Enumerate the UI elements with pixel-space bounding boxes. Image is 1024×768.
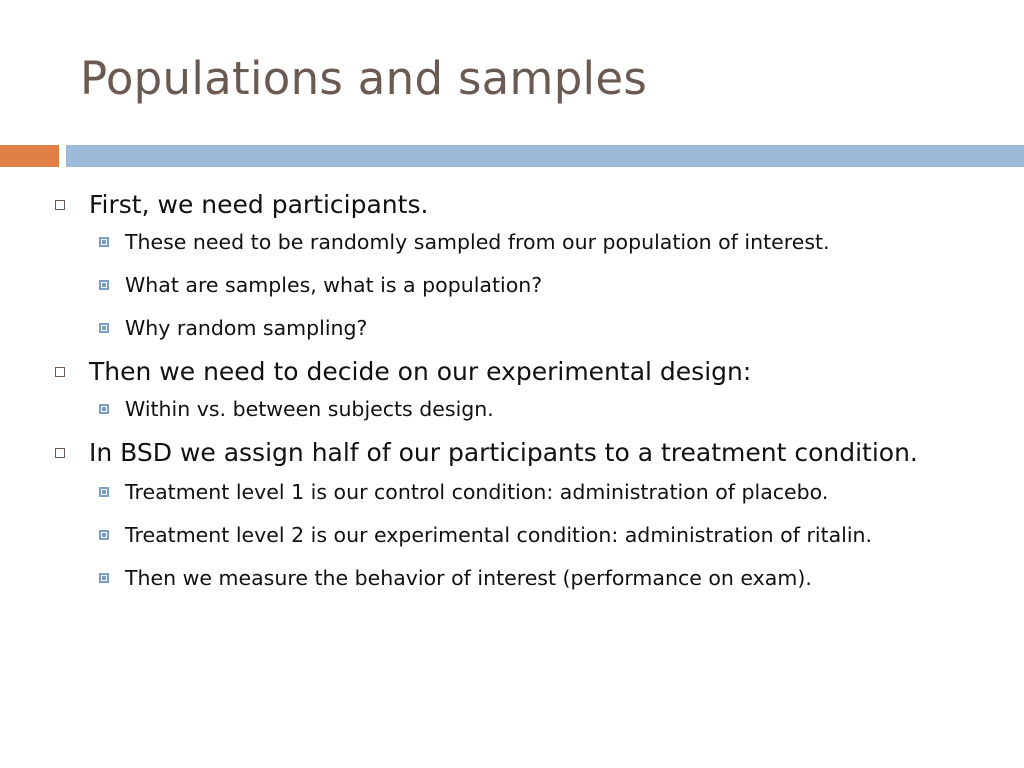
bullet-item [55,353,995,391]
filled-square-bullet-icon [99,280,109,290]
filled-square-bullet-icon [99,573,109,583]
sub-bullet-item [55,269,995,302]
square-bullet-icon [55,200,65,210]
sub-bullet-text: Why random sampling? [125,316,368,340]
sub-bullet-text: Treatment level 1 is our control condition: administration of placebo. [125,480,829,504]
bullet-item [55,434,995,472]
sub-bullet-item [55,312,995,345]
sub-bullet-item [55,393,995,426]
sub-bullet-text: These need to be randomly sampled from our population of interest. [125,230,830,254]
bullet-text: Then we need to decide on our experimental design: [89,357,752,386]
bullet-text: In BSD we assign half of our participants to a treatment condition. [89,438,918,467]
sub-bullet-item [55,562,995,595]
square-bullet-icon [55,367,65,377]
filled-square-bullet-icon [99,404,109,414]
sub-bullet-text: Within vs. between subjects design. [125,397,494,421]
accent-bar-blue [66,145,1024,167]
slide-title: Populations and samples [80,52,648,105]
bullet-text: First, we need participants. [89,190,429,219]
sub-bullet-item [55,226,995,259]
filled-square-bullet-icon [99,323,109,333]
filled-square-bullet-icon [99,237,109,247]
square-bullet-icon [55,448,65,458]
sub-bullet-item [55,519,995,552]
bullet-list [55,186,995,605]
filled-square-bullet-icon [99,487,109,497]
sub-bullet-text: Then we measure the behavior of interest (performance on exam). [125,566,812,590]
accent-bar-orange [0,145,59,167]
sub-bullet-item [55,476,995,509]
bullet-item [55,186,995,224]
sub-bullet-text: Treatment level 2 is our experimental condition: administration of ritalin. [125,523,873,547]
filled-square-bullet-icon [99,530,109,540]
sub-bullet-text: What are samples, what is a population? [125,273,543,297]
